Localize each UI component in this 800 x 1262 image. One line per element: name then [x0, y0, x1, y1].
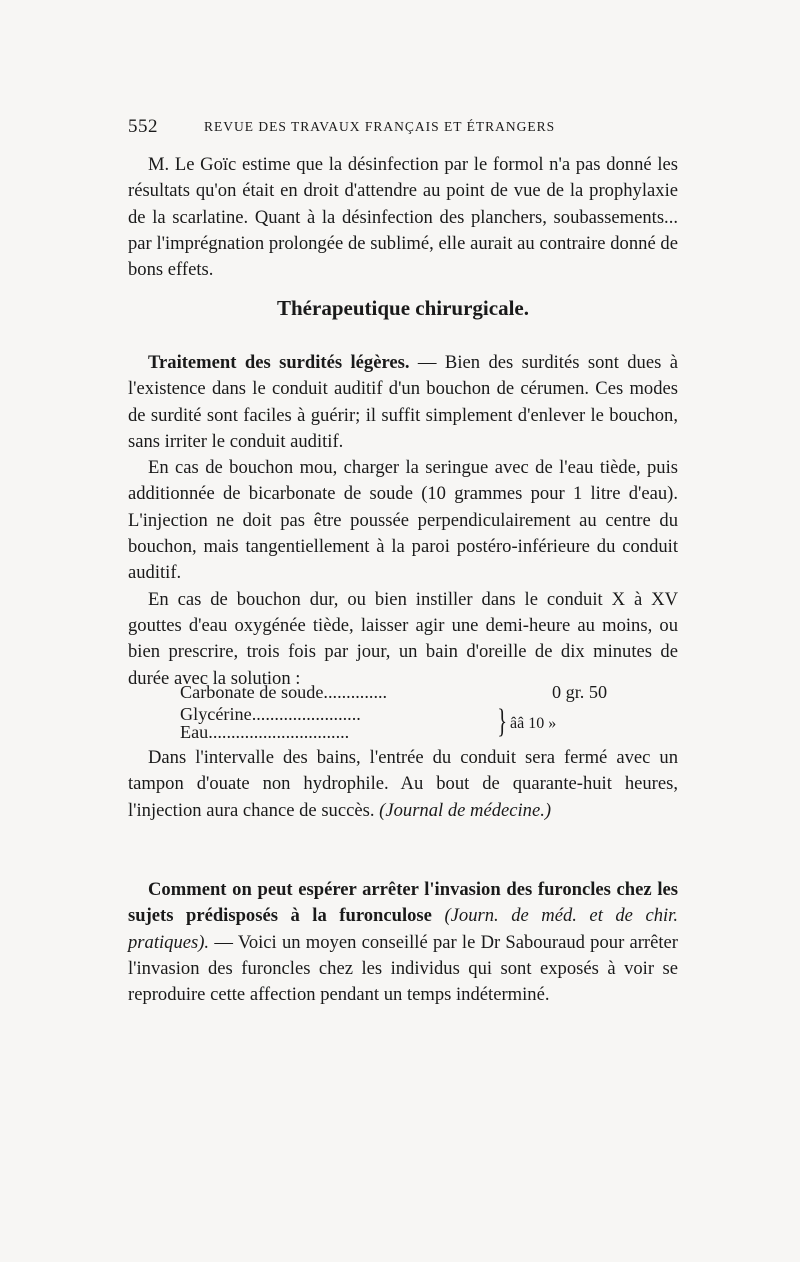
- article-surdites-para4: Dans l'intervalle des bains, l'entrée du conduit sera fermé avec un tampon d'ouate non hydrophile. Au bout de quarante-huit heures, l'injection aura chance de succès. (Journal de médecine.): [128, 747, 678, 821]
- formula-ingredient: Carbonate de soude..............: [180, 682, 388, 702]
- article-surdites-title: Traitement des surdités légères.: [148, 352, 410, 373]
- article-surdites-para1: — Bien des surdités sont dues à l'existence dans le conduit auditif d'un bouchon de cérumen. Ces modes de surdité sont faciles à guérir; il suffit simplement d'enlever le bouchon, sans irriter le conduit auditif.: [128, 352, 678, 452]
- page-header: [128, 116, 678, 140]
- article-furoncles-body: — Voici un moyen conseillé par le Dr Sabouraud pour arrêter l'invasion des furoncles chez les individus qui sont exposés à voir se reproduire cette affection pendant un temps indéterminé.: [128, 931, 678, 1006]
- formula-ingredient: Eau...............................: [180, 722, 350, 742]
- page-number: 552: [128, 116, 158, 137]
- article-surdites-source: (Journal de médecine.): [379, 799, 552, 821]
- formula-quantity: 0 gr. 50: [552, 682, 608, 702]
- section-title: Thérapeutique chirurgicale.: [277, 296, 529, 320]
- article-surdites-para2: En cas de bouchon mou, charger la seringue avec de l'eau tiède, puis additionnée de bicarbonate de soude (10 grammes pour 1 litre d'eau). L'injection ne doit pas être poussée perpendiculairement au centre du bouchon, mais tangentiellement à la paroi postéro-inférieure du conduit auditif.: [128, 457, 678, 584]
- article-surdites-intro: [128, 350, 678, 455]
- formula-row-eau: [180, 722, 500, 742]
- article-surdites-para3: En cas de bouchon dur, ou bien instiller dans le conduit X à XV gouttes d'eau oxygénée tiède, laisser agir une demi-heure au moins, ou bien prescrire, trois fois par jour, un bain d'oreille de dix minutes de durée avec la solution :: [128, 588, 678, 689]
- formula-row-glycerine: [180, 704, 500, 724]
- article-furoncles-paragraph: [128, 877, 678, 1008]
- brace-glyph: }: [497, 703, 508, 740]
- prescription-formula: [180, 682, 640, 742]
- intro-paragraph: M. Le Goïc estime que la désinfection par le formol n'a pas donné les résultats qu'on était en droit d'attendre au point de vue de la prophylaxie de la scarlatine. Quant à la désinfection des planchers, soubassements... par l'imprégnation prolongée de sublimé, elle aurait au contraire donné de bons effets.: [128, 154, 678, 281]
- article-furoncles-source: (Journ. de méd. et de chir. pratiques).: [128, 905, 679, 953]
- article-furoncles: [128, 877, 678, 1008]
- article-surdites: [128, 350, 678, 692]
- article-surdites-conclusion: [128, 745, 678, 824]
- formula-ingredient: Glycérine........................: [180, 704, 361, 724]
- article-furoncles-title: Comment on peut espérer arrêter l'invasion des furoncles chez les sujets prédisposés à la furonculose: [128, 879, 678, 927]
- running-head: REVUE DES TRAVAUX FRANÇAIS ET ÉTRANGERS: [204, 119, 556, 134]
- intro-paragraph-block: [128, 152, 678, 283]
- formula-shared-quantity: ââ 10 »: [510, 715, 557, 732]
- formula-group: [180, 702, 640, 742]
- formula-row-carbonate: [180, 682, 640, 702]
